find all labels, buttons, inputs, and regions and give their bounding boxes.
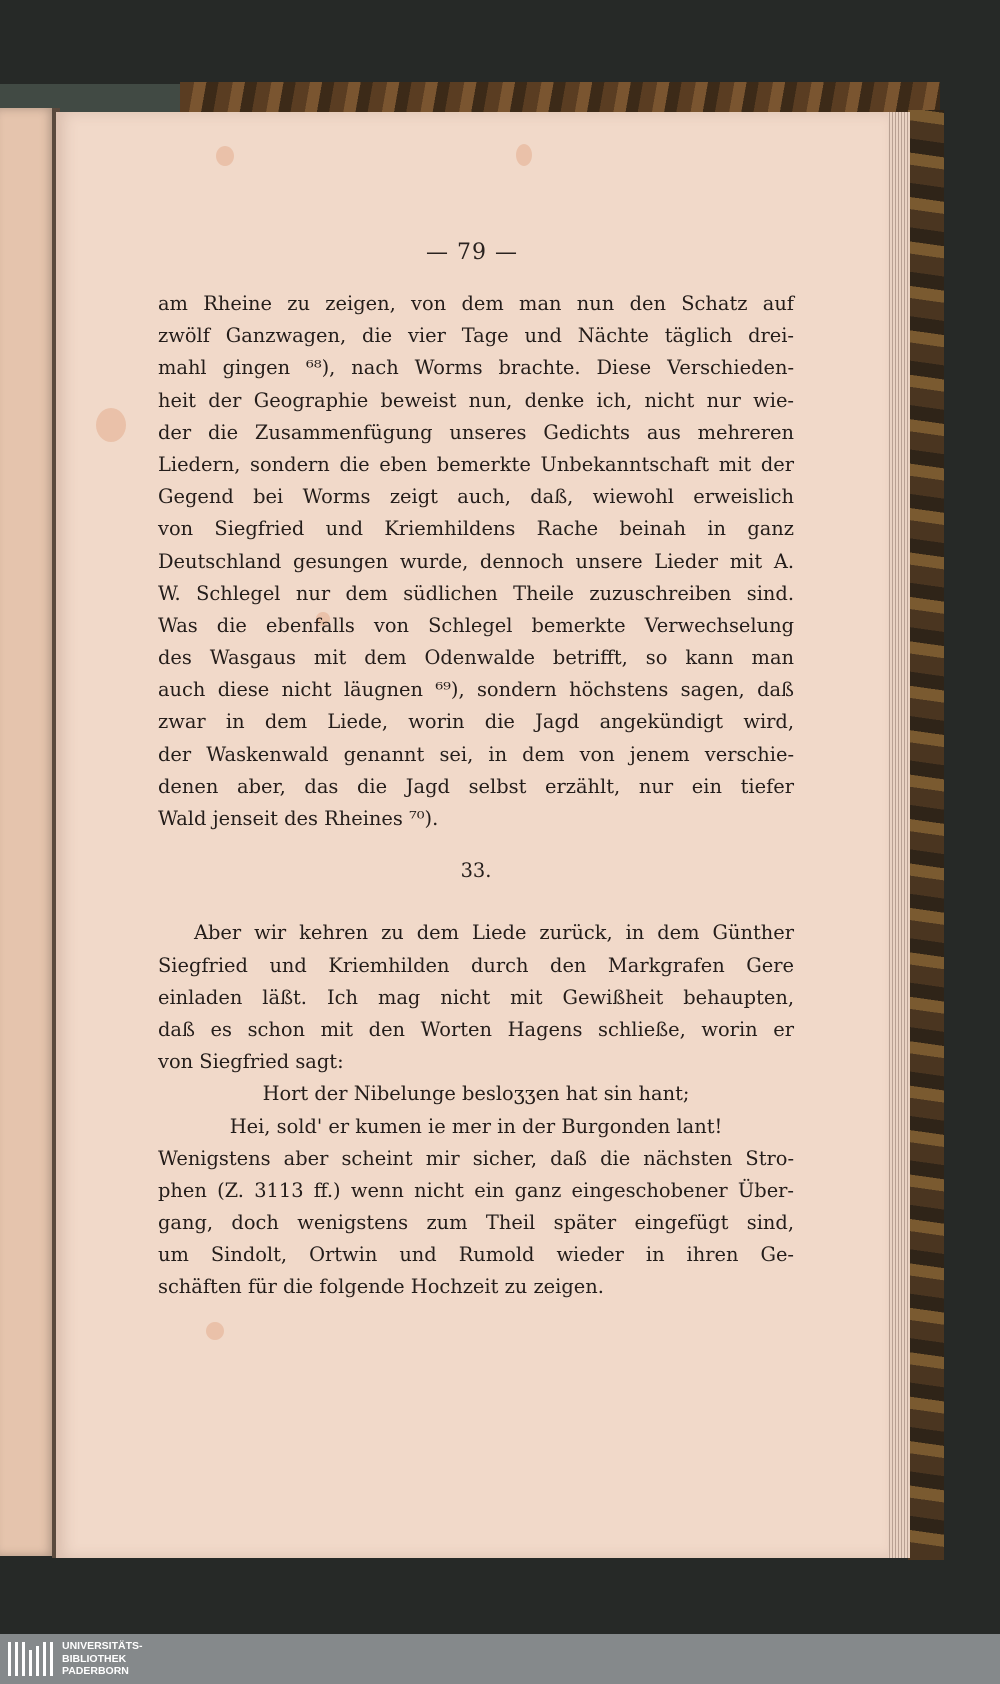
marbled-cover-right <box>908 110 944 1560</box>
text-line: Aber wir kehren zu dem Liede zurück, in dem Günther <box>194 921 794 945</box>
text-line: daß es schon mit den Worten Hagens schließe, worin er <box>158 1017 794 1041</box>
text-line: von Siegfried und Kriemhildens Rache beinah in ganz <box>158 517 794 541</box>
verse-line: Hei, sold' er kumen ie mer in der Burgonden lant! <box>229 1114 723 1138</box>
facing-page <box>0 108 56 1556</box>
text-line: Deutschland gesungen wurde, dennoch unsere Lieder mit A. <box>158 549 794 573</box>
foxing-stain <box>216 146 234 166</box>
library-logo-icon <box>8 1642 56 1676</box>
foxing-stain <box>206 1322 224 1340</box>
text-line: heit der Geographie beweist nun, denke ich, nicht nur wie- <box>158 388 794 412</box>
text-line: Wald jenseit des Rheines ⁷⁰). <box>158 807 439 830</box>
text-line: schäften für die folgende Hochzeit zu zeigen. <box>158 1275 604 1299</box>
text-line: von Siegfried sagt: <box>158 1050 344 1074</box>
text-line: Gegend bei Worms zeigt auch, daß, wiewohl erweislich <box>158 485 794 509</box>
text-line: einladen läßt. Ich mag nicht mit Gewißheit behaupten, <box>158 985 794 1009</box>
book-page <box>56 112 888 1558</box>
text-line: Wenigstens aber scheint mir sicher, daß die nächsten Stro- <box>158 1146 794 1170</box>
text-line: gang, doch wenigstens zum Theil später eingefügt sind, <box>158 1211 794 1235</box>
text-line: Siegfried und Kriemhilden durch den Markgrafen Gere <box>158 953 794 977</box>
foxing-stain <box>96 408 126 442</box>
text-line: am Rheine zu zeigen, von dem man nun den Schatz auf <box>158 292 794 315</box>
text-line: zwar in dem Liede, worin die Jagd angekündigt wird, <box>158 710 794 734</box>
library-name <box>62 1640 143 1678</box>
text-line: W. Schlegel nur dem südlichen Theile zuzuschreiben sind. <box>158 581 794 605</box>
text-line: der die Zusammenfügung unseres Gedichts aus mehreren <box>158 420 794 444</box>
text-line: auch diese nicht läugnen ⁶⁹), sondern höchstens sagen, daß <box>158 678 794 702</box>
text-line: denen aber, das die Jagd selbst erzählt, nur ein tiefer <box>158 774 794 798</box>
library-footer <box>0 1634 1000 1684</box>
text-line: zwölf Ganzwagen, die vier Tage und Nächte täglich drei- <box>158 324 794 348</box>
library-name-line: UNIVERSITÄTS- <box>62 1640 143 1652</box>
page-text <box>158 288 794 1304</box>
foxing-stain <box>516 144 532 166</box>
text-line: Liedern, sondern die eben bemerkte Unbekanntschaft mit der <box>158 452 794 476</box>
text-line: Was die ebenfalls von Schlegel bemerkte Verwechselung <box>158 613 794 637</box>
library-name-line: PADERBORN <box>62 1665 129 1677</box>
text-line: um Sindolt, Ortwin und Rumold wieder in ihren Ge- <box>158 1243 794 1267</box>
text-line: des Wasgaus mit dem Odenwalde betrifft, so kann man <box>158 646 794 670</box>
section-number: 33. <box>460 859 492 883</box>
text-line: mahl gingen ⁶⁸), nach Worms brachte. Diese Verschieden- <box>158 356 794 380</box>
page-number: — 79 — <box>426 240 518 265</box>
text-line: phen (Z. 3113 ff.) wenn nicht ein ganz eingeschobener Über- <box>158 1178 794 1202</box>
verse-line: Hort der Nibelunge besloʒʒen hat sin hant; <box>262 1082 690 1106</box>
library-name-line: BIBLIOTHEK <box>62 1652 127 1665</box>
text-line: der Waskenwald genannt sei, in dem von jenem verschie- <box>158 742 794 766</box>
